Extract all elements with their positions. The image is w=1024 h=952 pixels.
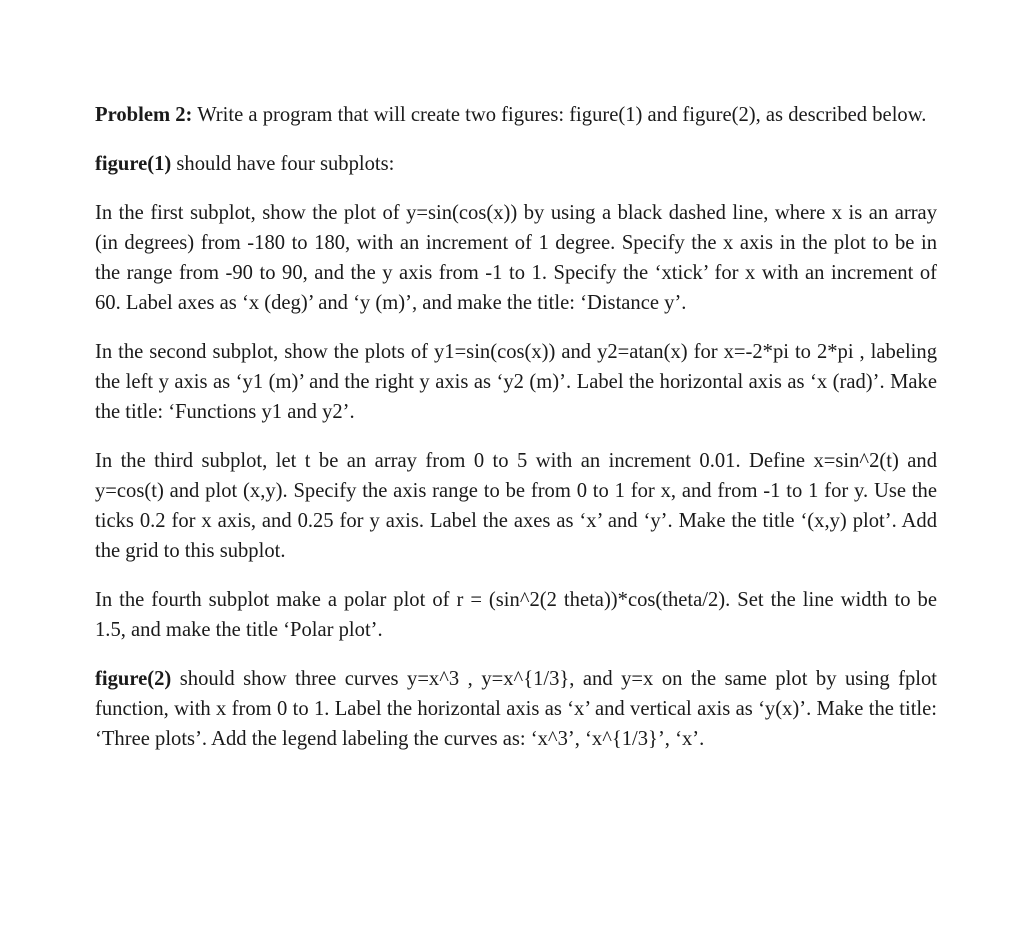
subplot4-paragraph: In the fourth subplot make a polar plot of r = (sin^2(2 theta))*cos(theta/2). Set the line width to be 1.5, and make the title ‘Polar plot’. (95, 589, 937, 641)
figure2-paragraph (95, 664, 937, 754)
problem-text: Write a program that will create two figures: figure(1) and figure(2), as described below. (192, 104, 927, 126)
figure2-text: should show three curves y=x^3 , y=x^{1/3}, and y=x on the same plot by using fplot function, with x from 0 to 1. Label the horizontal axis as ‘x’ and vertical axis as ‘y(x)’. Make the title: ‘Three plots’. Add the legend labeling the curves as: ‘x^3’, ‘x^{1/3}’, ‘x’. (95, 668, 937, 750)
figure1-text: should have four subplots: (171, 153, 395, 175)
problem-document (95, 100, 937, 773)
subplot3-paragraph: In the third subplot, let t be an array from 0 to 5 with an increment 0.01. Define x=sin^2(t) and y=cos(t) and plot (x,y). Specify the axis range to be from 0 to 1 for x, and from -1 to 1 for y. Use the ticks 0.2 for x axis, and 0.25 for y axis. Label the axes as ‘x’ and ‘y’. Make the title ‘(x,y) plot’. Add the grid to this subplot. (95, 450, 937, 562)
figure1-label: figure(1) (95, 153, 172, 175)
subplot2-paragraph: In the second subplot, show the plots of y1=sin(cos(x)) and y2=atan(x) for x=-2*pi to 2*pi , labeling the left y axis as ‘y1 (m)’ and the right y axis as ‘y2 (m)’. Label the horizontal axis as ‘x (rad)’. Make the title: ‘Functions y1 and y2’. (95, 341, 937, 423)
problem-label: Problem 2: (95, 104, 193, 126)
figure2-label: figure(2) (95, 668, 172, 690)
subplot1-paragraph: In the first subplot, show the plot of y=sin(cos(x)) by using a black dashed line, where x is an array (in degrees) from -180 to 180, with an increment of 1 degree. Specify the x axis in the plot to be in the range from -90 to 90, and the y axis from -1 to 1. Specify the ‘xtick’ for x with an increment of 60. Label axes as ‘x (deg)’ and ‘y (m)’, and make the title: ‘Distance y’. (95, 202, 937, 314)
figure1-heading (95, 149, 937, 179)
problem-statement (95, 100, 937, 130)
